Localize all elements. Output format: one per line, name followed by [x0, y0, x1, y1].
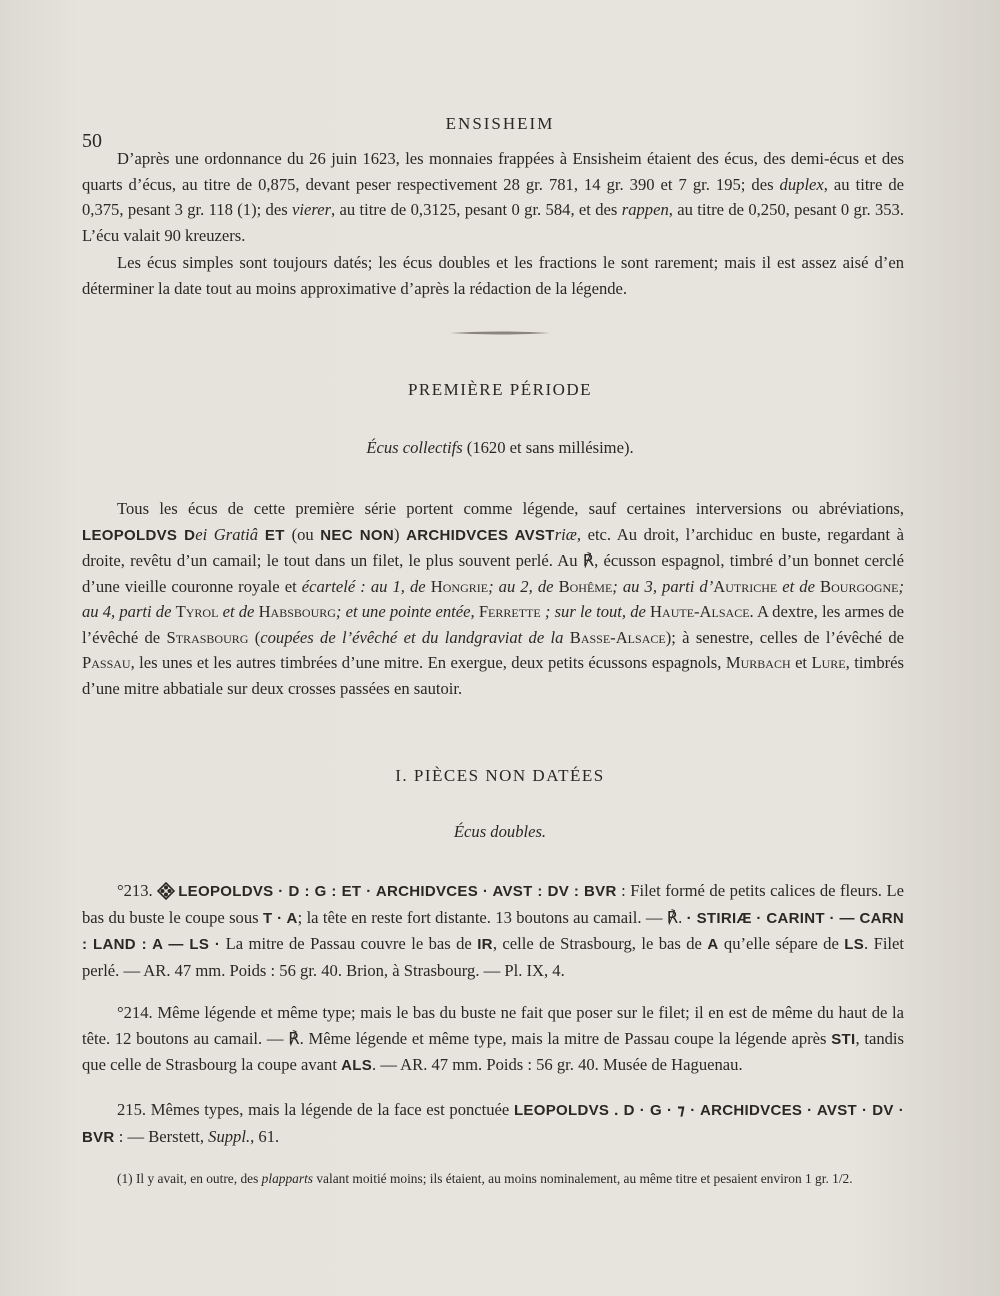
text-run: ET: [258, 526, 292, 544]
text-run: ARCHIDVCES AVST: [406, 526, 555, 544]
text-run: , timbrés d’une mitre abbatiale sur deux crosses passées en sautoir.: [82, 653, 904, 698]
text-run: ); à senestre, celles de l’évêché de: [665, 627, 904, 647]
text-run: Hongrie: [430, 576, 489, 596]
text-run: rappen: [621, 200, 669, 219]
text-run: ei Gratiâ: [195, 524, 259, 544]
text-run: Basse-Alsace: [569, 627, 666, 647]
text-run: Lure: [811, 653, 846, 672]
ornament-divider: [450, 331, 550, 335]
text-run: ; la tête en reste fort distante. 13 boutons au camail. — ℟.: [297, 907, 687, 927]
section-subtitle: [0, 822, 1000, 842]
text-run: (: [248, 627, 261, 647]
text-run: , tandis que celle de Strasbourg la coupe avant: [82, 1028, 904, 1074]
text-run: Passau: [82, 653, 131, 672]
text-run: coupées de l’évêché et du landgraviat de la: [260, 627, 564, 647]
text-run: , les unes et les autres timbrées d’une mitre. En exergue, deux petits écussons espagnols,: [130, 653, 726, 672]
text-run: : — Berstett,: [114, 1126, 209, 1146]
text-run: ; au 2, de: [488, 576, 554, 596]
text-run: IR: [477, 936, 493, 953]
text-run: écartelé : au 1, de: [301, 576, 426, 596]
text-run: T · A: [262, 909, 298, 927]
text-run: ; au 3, parti d’: [612, 576, 714, 596]
text-run: valant moitié moins; ils étaient, au moins nominalement, au même titre et pesaient environ 1 gr. 1/2.: [313, 1171, 853, 1186]
text-run: et de: [218, 602, 259, 621]
text-run: LS: [844, 936, 865, 953]
text-run: D’après une ordonnance du 26 juin 1623, les monnaies frappées à Ensisheim étaient des écus, des demi-écus et des quarts d’écus, au titre de 0,875, devant peser respectivement 28 gr. 781, 14 gr. 390 et 7 gr. 195; des: [82, 149, 904, 194]
text-run: · STIRIÆ · CARINT · — CARN : LAND : A — LS ·: [82, 909, 904, 953]
text-run: A: [707, 936, 719, 953]
text-run: NEC NON: [320, 526, 394, 544]
text-run: , au titre de 0,375, pesant 3 gr. 118 (1); des: [82, 174, 904, 219]
text-run: . Filet perlé. — AR. 47 mm. Poids : 56 gr. 40. Brion, à Strasbourg. — Pl. IX, 4.: [82, 934, 905, 980]
text-run: LEOPOLDVS · D : G : ET · ARCHIDVCES · AVST : DV : BVR: [178, 883, 617, 900]
text-run: 215. Mêmes types, mais la légende de la face est ponctuée: [117, 1100, 514, 1119]
text-run: Ferrette: [478, 602, 541, 621]
text-run: Autriche: [713, 576, 778, 596]
description-paragraph: [82, 496, 904, 701]
entry-213: [82, 878, 904, 983]
period-subtitle-rest: (1620 et sans millésime).: [462, 438, 634, 457]
text-run: riæ: [554, 524, 577, 544]
text-run: Tous les écus de cette première série portent comme légende, sauf certaines interversions ou abréviations,: [117, 499, 904, 518]
text-run: plapparts: [261, 1171, 313, 1186]
text-run: : Filet formé de petits calices de fleurs. Le bas du buste le coupe sous: [82, 881, 904, 927]
text-run: ; et une pointe entée,: [335, 602, 479, 621]
text-run: vierer: [292, 200, 332, 219]
text-run: °214. Même légende et même type; mais le bas du buste ne fait que poser sur le filet; il en est de même du haut de la tête. 12 boutons au camail. — ℟. Même légende et même type, mais la mitre de Passau coupe la légende après: [82, 1003, 904, 1048]
intro-paragraph-1: [82, 146, 904, 248]
footnote: [82, 1168, 904, 1189]
section-subtitle-text: Écus doubles.: [453, 822, 547, 841]
section-title: I. PIÈCES NON DATÉES: [395, 766, 605, 785]
text-run: Strasbourg: [166, 627, 249, 647]
period-subtitle: [0, 438, 1000, 458]
text-run: Haute-Alsace: [650, 602, 750, 621]
text-run: Tyrol: [175, 602, 219, 621]
text-run: ): [394, 524, 407, 544]
text-run: , etc. Au droit, l’archiduc en buste, regardant à droite, revêtu d’un camail; le tout dans un filet, le plus souvent perlé. Au ℟, écusson espagnol, timbré d’un bonnet cerclé d’une vieille couronne royale et: [82, 524, 905, 596]
text-run: (1) Il y avait, en outre, des: [117, 1171, 262, 1186]
text-run: , 61.: [250, 1126, 280, 1146]
text-run: LEOPOLDVS . D · G · ⁊ · ARCHIDVCES · AVST · DV · BVR: [82, 1102, 904, 1146]
entry-214: [82, 1000, 904, 1079]
entry-215: [82, 1097, 904, 1150]
text-run: . — AR. 47 mm. Poids : 56 gr. 40. Musée de Haguenau.: [372, 1055, 743, 1074]
text-run: LEOPOLDVS D: [82, 526, 196, 544]
rosette-mark-icon: [157, 882, 175, 900]
text-run: et: [790, 653, 812, 672]
text-run: °213.: [117, 881, 158, 900]
text-run: Murbach: [725, 653, 791, 672]
text-run: Suppl.: [208, 1126, 251, 1146]
text-run: , au titre de 0,250, pesant 0 gr. 353. L’écu valait 90 kreuzers.: [82, 200, 904, 245]
text-run: ; sur le tout, de: [540, 602, 651, 621]
text-run: qu’elle sépare de: [718, 934, 845, 953]
text-run: duplex: [779, 174, 824, 194]
text-run: Bourgogne: [820, 576, 899, 596]
text-run: ALS: [341, 1057, 373, 1074]
text-run: La mitre de Passau couvre le bas de: [220, 934, 478, 953]
text-run: , au titre de 0,3125, pesant 0 gr. 584, et des: [331, 200, 622, 219]
text-run: Bohême: [558, 576, 613, 596]
text-run: STI: [831, 1030, 856, 1048]
text-run: Les écus simples sont toujours datés; les écus doubles et les fractions le sont rarement; mais il est assez aisé d’en déterminer la date tout au moins approximative d’après la rédaction de la légende.: [82, 253, 904, 298]
text-run: (ou: [291, 524, 321, 544]
text-run: et de: [777, 576, 821, 596]
period-subtitle-italic: Écus collectifs: [366, 438, 463, 457]
text-run: . A dextre, les armes de l’évêché de: [82, 602, 904, 647]
page-number: 50: [82, 130, 102, 152]
text-run: ; au 4, parti de: [82, 576, 904, 621]
page-title: ENSISHEIM: [445, 114, 555, 133]
text-run: , celle de Strasbourg, le bas de: [492, 934, 708, 953]
intro-paragraph-2: [82, 250, 904, 301]
period-title: PREMIÈRE PÉRIODE: [407, 380, 593, 399]
text-run: Habsbourg: [258, 602, 336, 621]
